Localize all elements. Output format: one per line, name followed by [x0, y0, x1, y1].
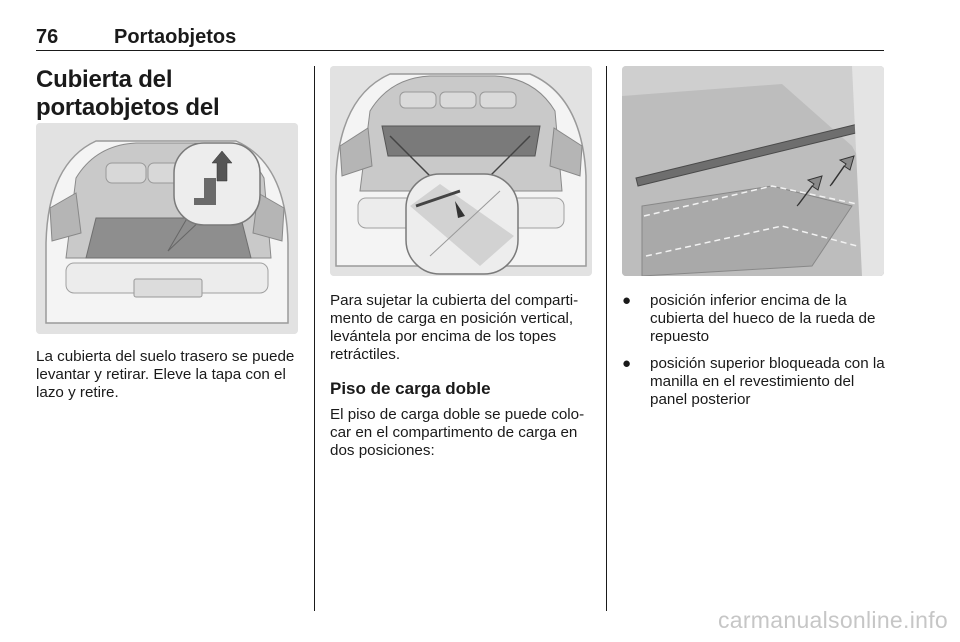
column-3-body [622, 292, 888, 418]
list-item [622, 355, 888, 409]
page-header [36, 24, 884, 51]
figure-rear-floor-cover [36, 123, 298, 334]
column-1-body [36, 348, 302, 402]
floor-positions-list [622, 292, 888, 409]
figure-double-floor-positions [622, 66, 884, 276]
watermark: carmanualsonline.info [717, 607, 948, 633]
load-cover-text: Para sujetar la cubierta del comparti-mento de carga en posición vertical, levántela por encima de los topes retráctiles. [330, 292, 579, 363]
column-2-body [330, 292, 592, 460]
double-floor-heading: Piso de carga doble [330, 379, 491, 398]
list-item-text: posición superior bloqueada con la manilla en el revestimiento del panel posterior [650, 355, 885, 408]
figure-load-cover-vertical [330, 66, 592, 276]
list-item [622, 292, 888, 346]
column-divider-left [314, 66, 315, 611]
section-title: Portaobjetos [114, 26, 237, 48]
column-divider-right [606, 66, 607, 611]
double-floor-text: El piso de carga doble se puede colo-car en el compartimento de carga en dos posiciones: [330, 406, 585, 459]
bullet-icon: ● [622, 355, 632, 372]
bullet-icon: ● [622, 292, 632, 309]
list-item-text: posición inferior encima de la cubierta del hueco de la rueda de repuesto [650, 292, 876, 345]
page-number: 76 [36, 26, 59, 48]
cargo-floor-illustration [622, 66, 884, 276]
car-rear-illustration [36, 123, 298, 334]
load-cover-illustration [330, 66, 592, 276]
floor-cover-text: La cubierta del suelo trasero se puede levantar y retirar. Eleve la tapa con el lazo y retire. [36, 348, 295, 401]
page-heading: Cubierta del portaobjetos del [36, 66, 220, 121]
